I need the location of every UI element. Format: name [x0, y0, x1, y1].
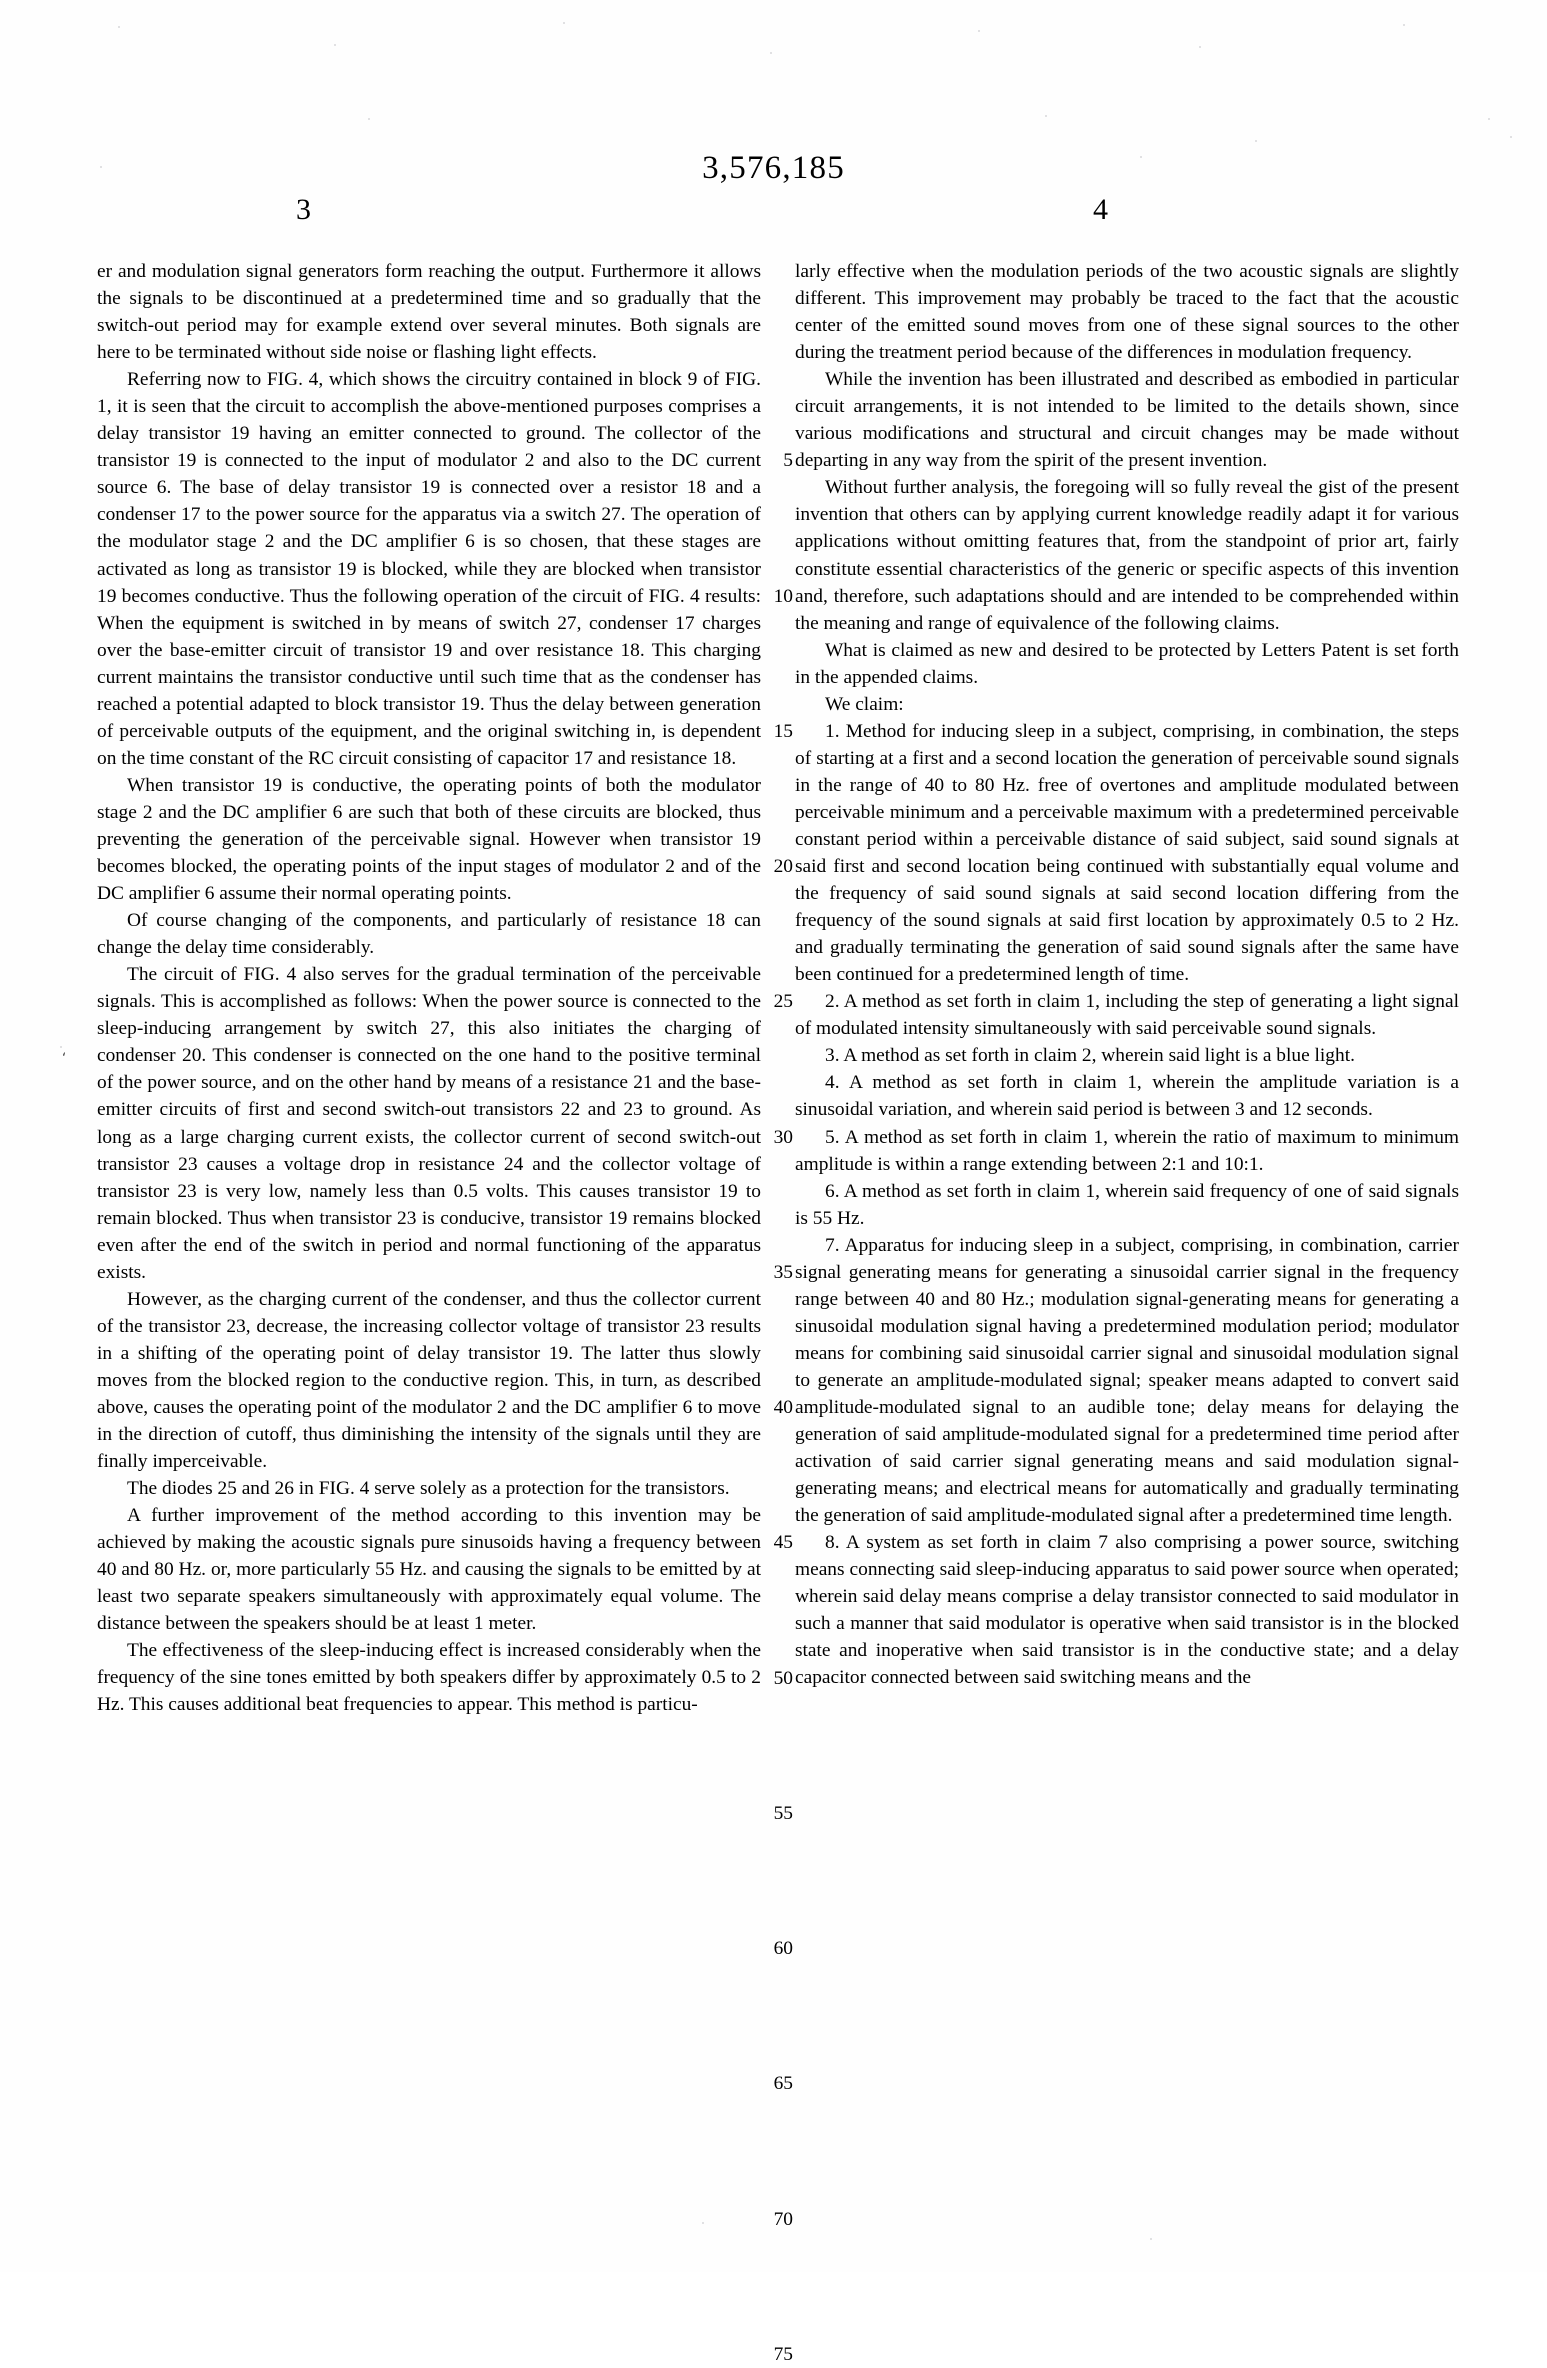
line-number: 75 [773, 2343, 793, 2365]
page-number-right: 4 [1093, 193, 1108, 226]
paragraph: Without further analysis, the foregoing will so fully reveal the gist of the present invention that others can by applying current knowledge readily adapt it for various applications without omitting features that, from the standpoint of prior art, fairly constitute essential characteristics of the generic or specific aspects of this invention and, therefore, such adaptations should and are intended to be comprehended within the meaning and range of equivalence of the following claims. [795, 477, 1459, 634]
paragraph: 1. Method for inducing sleep in a subject, comprising, in combination, the steps of starting at a first and a second location the generation of perceivable sound signals in the range of 40 to 80 Hz. free of overtones and amplitude modulated between perceivable minimum and a perceivable maximum with a predetermined perceivable constant period within a perceivable distance of said subject, said sound signals at said first and second location being continued with substantially equal volume and the frequency of said sound signals at said second location differing from the frequency of the sound signals at said first location by approximately 0.5 to 2 Hz. and gradually terminating the generation of said sound signals after the same have been continued for a predetermined length of time. [795, 720, 1459, 986]
line-number: 5 [783, 450, 793, 472]
line-number: 10 [773, 585, 793, 607]
column-left [97, 258, 761, 1719]
line-number: 40 [773, 1397, 793, 1419]
paragraph: We claim: [825, 693, 904, 715]
line-number: 55 [773, 1802, 793, 1824]
paragraph: 8. A system as set forth in claim 7 also comprising a power source, switching means connecting said sleep-inducing apparatus to said power source when operated; wherein said delay means comprise a delay transistor connected to said modulator in such a manner that said modulator is operative when said transistor is in the blocked state and inoperative when said transistor is in the conductive state; and a delay capacitor connected between said switching means and the [795, 1532, 1459, 1689]
line-number: 60 [773, 1938, 793, 1960]
paragraph: While the invention has been illustrated and described as embodied in particular circuit arrangements, it is not intended to be limited to the details shown, since various modifications and structural and circuit changes may be made without departing in any way from the spirit of the present invention. [795, 369, 1459, 472]
paragraph: 2. A method as set forth in claim 1, including the step of generating a light signal of modulated intensity simultaneously with said perceivable sound signals. [795, 991, 1459, 1040]
line-number: 35 [773, 1261, 793, 1283]
paragraph: A further improvement of the method according to this invention may be achieved by making the acoustic signals pure sinusoids having a frequency between 40 and 80 Hz. or, more particularly 55 Hz. and causing the signals to be emitted by at least two separate speakers simultaneously with approximately equal volume. The distance between the speakers should be at least 1 meter. [97, 1505, 761, 1635]
line-number: 20 [773, 856, 793, 878]
paragraph: 3. A method as set forth in claim 2, wherein said light is a blue light. [825, 1045, 1355, 1067]
page-number-left: 3 [296, 193, 311, 226]
paragraph: larly effective when the modulation periods of the two acoustic signals are slightly different. This improvement may probably be traced to the fact that the acoustic center of the emitted sound moves from one of these signal sources to the other during the treatment period because of the differences in modulation frequency. [795, 261, 1459, 364]
paragraph: When transistor 19 is conductive, the operating points of both the modulator stage 2 and the DC amplifier 6 are such that both of these circuits are blocked, thus preventing the generation of the perceivable signal. However when transistor 19 becomes blocked, the operating points of the input stages of modulator 2 and of the DC amplifier 6 assume their normal operating points. [97, 774, 761, 905]
paragraph: The circuit of FIG. 4 also serves for the gradual termination of the perceivable signals. This is accomplished as follows: When the power source is connected to the sleep-inducing arrangement by switch 27, this also initiates the charging of condenser 20. This condenser is connected on the one hand to the positive terminal of the power source, and on the other hand by means of a resistance 21 and the base-emitter circuits of first and second switch-out transistors 22 and 23 to ground. As long as a large charging current exists, the collector current of second switch-out transistor 23 causes a voltage drop in resistance 24 and the collector voltage of transistor 23 is very low, namely less than 0.5 volts. This causes transistor 19 to remain blocked. Thus when transistor 23 is conducive, transistor 19 remains blocked even after the end of the switch in period and normal functioning of the apparatus exists. [97, 964, 761, 1283]
patent-number: 3,576,185 [702, 150, 845, 186]
paragraph: 7. Apparatus for inducing sleep in a subject, comprising, in combination, carrier signal generating means for generating a sinusoidal carrier signal in the frequency range between 40 and 80 Hz.; modulation signal-generating means for generating a sinusoidal modulation signal having a predetermined modulation period; modulator means for combining said sinusoidal carrier signal and sinusoidal modulation signal to generate an amplitude-modulated signal; speaker means adapted to convert said amplitude-modulated signal to an audible tone; delay means for delaying the generation of said amplitude-modulated signal for a predetermined time period after activation of said carrier signal generating means and said modulation signal-generating means; and electrical means for automatically and gradually terminating the generation of said amplitude-modulated signal after a predetermined time length. [795, 1234, 1459, 1527]
scan-artifact-mark: ⸲ [62, 1042, 66, 1057]
paragraph: Referring now to FIG. 4, which shows the circuitry contained in block 9 of FIG. 1, it is seen that the circuit to accomplish the above-mentioned purposes comprises a delay transistor 19 having an emitter connected to ground. The collector of the transistor 19 is connected to the input of modulator 2 and also to the DC current source 6. The base of delay transistor 19 is connected over a resistor 18 and a condenser 17 to the power source for the apparatus via a switch 27. The operation of the modulator stage 2 and the DC amplifier 6 is so chosen, that these stages are activated as long as transistor 19 is blocked, while they are blocked when transistor 19 becomes conductive. Thus the following operation of the circuit of FIG. 4 results: When the equipment is switched in by means of switch 27, condenser 17 charges over the base-emitter circuit of transistor 19 and over resistance 18. This charging current maintains the transistor conductive until such time that as the condenser has reached a potential adapted to block transistor 19. Thus the delay between generation of perceivable outputs of the equipment, and the original switching in, is dependent on the time constant of the RC circuit consisting of capacitor 17 and resistance 18. [97, 369, 761, 769]
line-number: 30 [773, 1126, 793, 1148]
line-number: 50 [773, 1667, 793, 1689]
paragraph: However, as the charging current of the condenser, and thus the collector current of the transistor 23, decrease, the increasing collector voltage of transistor 23 results in a shifting of the operating point of delay transistor 19. The latter thus slowly moves from the blocked region to the conductive region. This, in turn, as described above, causes the operating point of the modulator 2 and the DC amplifier 6 to move in the direction of cutoff, thus diminishing the intensity of the signals until they are finally imperceivable. [97, 1288, 761, 1473]
paragraph: Of course changing of the components, and particularly of resistance 18 can change the delay time considerably. [97, 910, 761, 959]
paragraph: 4. A method as set forth in claim 1, wherein the amplitude variation is a sinusoidal variation, and wherein said period is between 3 and 12 seconds. [795, 1072, 1459, 1121]
paragraph: er and modulation signal generators form reaching the output. Furthermore it allows the signals to be discontinued at a predetermined time and so gradually that the switch-out period may for example extend over several minutes. Both signals are here to be terminated without side noise or flashing light effects. [97, 261, 761, 364]
paragraph: 5. A method as set forth in claim 1, wherein the ratio of maximum to minimum amplitude is within a range extending between 2:1 and 10:1. [795, 1126, 1459, 1175]
line-number: 15 [773, 720, 793, 742]
paragraph: 6. A method as set forth in claim 1, wherein said frequency of one of said signals is 55 Hz. [795, 1180, 1459, 1229]
column-right [795, 258, 1459, 1691]
paragraph: What is claimed as new and desired to be protected by Letters Patent is set forth in the appended claims. [795, 639, 1459, 688]
line-number: 70 [773, 2208, 793, 2230]
line-number: 65 [773, 2073, 793, 2095]
line-number: 25 [773, 991, 793, 1013]
line-number: 45 [773, 1532, 793, 1554]
paragraph: The effectiveness of the sleep-inducing effect is increased considerably when the frequency of the sine tones emitted by both speakers differ by approximately 0.5 to 2 Hz. This causes additional beat frequencies to appear. This method is particu- [97, 1640, 761, 1716]
paragraph: The diodes 25 and 26 in FIG. 4 serve solely as a protection for the transistors. [127, 1478, 730, 1500]
